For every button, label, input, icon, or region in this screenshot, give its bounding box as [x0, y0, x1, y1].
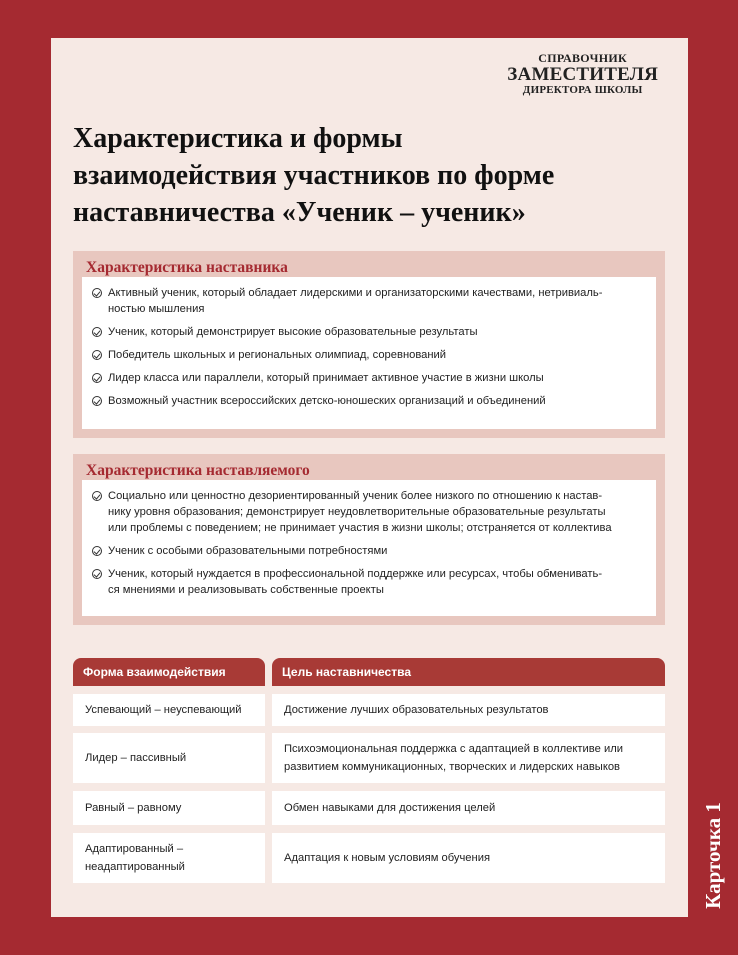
brand-line-3: ДИРЕКТОРА ШКОЛЫ [522, 83, 643, 96]
title-line-3: наставничества «Ученик – ученик» [73, 197, 526, 228]
mentor-heading: Характеристика наставника [86, 259, 288, 276]
table-cell-form: Равный – равному [73, 791, 265, 825]
check-circle-icon [92, 373, 102, 383]
table-cell-form [73, 833, 265, 883]
table-cell-form: Лидер – пассивный [73, 733, 265, 783]
item-text: Социально или ценностно дезориентированный ученик более низкого по отношению к настав- [108, 490, 603, 502]
item-text: нику уровня образования; демонстрирует неудовлетворительные образовательные результаты [108, 506, 606, 518]
list-item [92, 370, 642, 386]
mentee-list [82, 480, 656, 616]
item-text: Возможный участник всероссийских детско-юношеских организаций и объединений [108, 395, 546, 407]
list-item [92, 285, 642, 317]
mentee-section [73, 454, 665, 625]
check-circle-icon [92, 396, 102, 406]
table-header-goal: Цель наставничества [272, 658, 665, 686]
list-item [92, 393, 642, 409]
list-item [92, 347, 642, 363]
table-cell-form: Успевающий – неуспевающий [73, 694, 265, 726]
form-text: неадаптированный [85, 861, 185, 873]
form-text: Адаптированный – [85, 843, 184, 855]
item-text: ся мнениями и реализовывать собственные проекты [108, 584, 384, 596]
list-item [92, 566, 642, 598]
brand-line-2: ЗАМЕСТИТЕЛЯ [507, 63, 658, 85]
card-page [51, 38, 688, 917]
item-text: Победитель школьных и региональных олимпиад, соревнований [108, 349, 447, 361]
list-item [92, 488, 642, 536]
table-cell-goal: Достижение лучших образовательных результатов [272, 694, 665, 726]
table-cell-goal: Обмен навыками для достижения целей [272, 791, 665, 825]
check-circle-icon [92, 491, 102, 501]
check-circle-icon [92, 350, 102, 360]
table-cell-goal [272, 733, 665, 783]
item-text: Ученик, который демонстрирует высокие образовательные результаты [108, 326, 478, 338]
brand-line-1: СПРАВОЧНИК [538, 51, 627, 65]
item-text: Ученик, который нуждается в профессиональной поддержке или ресурсах, чтобы обменивать- [108, 568, 603, 580]
table-cell-goal: Адаптация к новым условиям обучения [272, 833, 665, 883]
mentor-section [73, 251, 665, 438]
card-number-label [693, 789, 733, 921]
check-circle-icon [92, 546, 102, 556]
table-header-form: Форма взаимодействия [73, 658, 265, 686]
item-text: Лидер класса или параллели, который принимает активное участие в жизни школы [108, 372, 544, 384]
item-text: Активный ученик, который обладает лидерскими и организаторскими качествами, нетривиаль- [108, 287, 603, 299]
page-title [73, 120, 633, 231]
item-text: ностью мышления [108, 303, 205, 315]
card-number-text: Карточка 1 [700, 801, 725, 909]
item-text: Ученик с особыми образовательными потребностями [108, 545, 388, 557]
title-line-1: Характеристика и формы [73, 123, 403, 154]
item-text: или проблемы с поведением; не принимает участия в жизни школы; отстраняется от коллектива [108, 522, 612, 534]
list-item [92, 324, 642, 340]
brand-logo [507, 52, 658, 96]
list-item [92, 543, 642, 559]
check-circle-icon [92, 569, 102, 579]
mentee-heading: Характеристика наставляемого [86, 462, 310, 479]
goal-text: развитием коммуникационных, творческих и лидерских навыков [284, 761, 621, 773]
title-line-2: взаимодействия участников по форме [73, 160, 555, 191]
goal-text: Психоэмоциональная поддержка с адаптацией в коллективе или [284, 743, 623, 755]
check-circle-icon [92, 327, 102, 337]
check-circle-icon [92, 288, 102, 298]
mentor-list [82, 277, 656, 429]
